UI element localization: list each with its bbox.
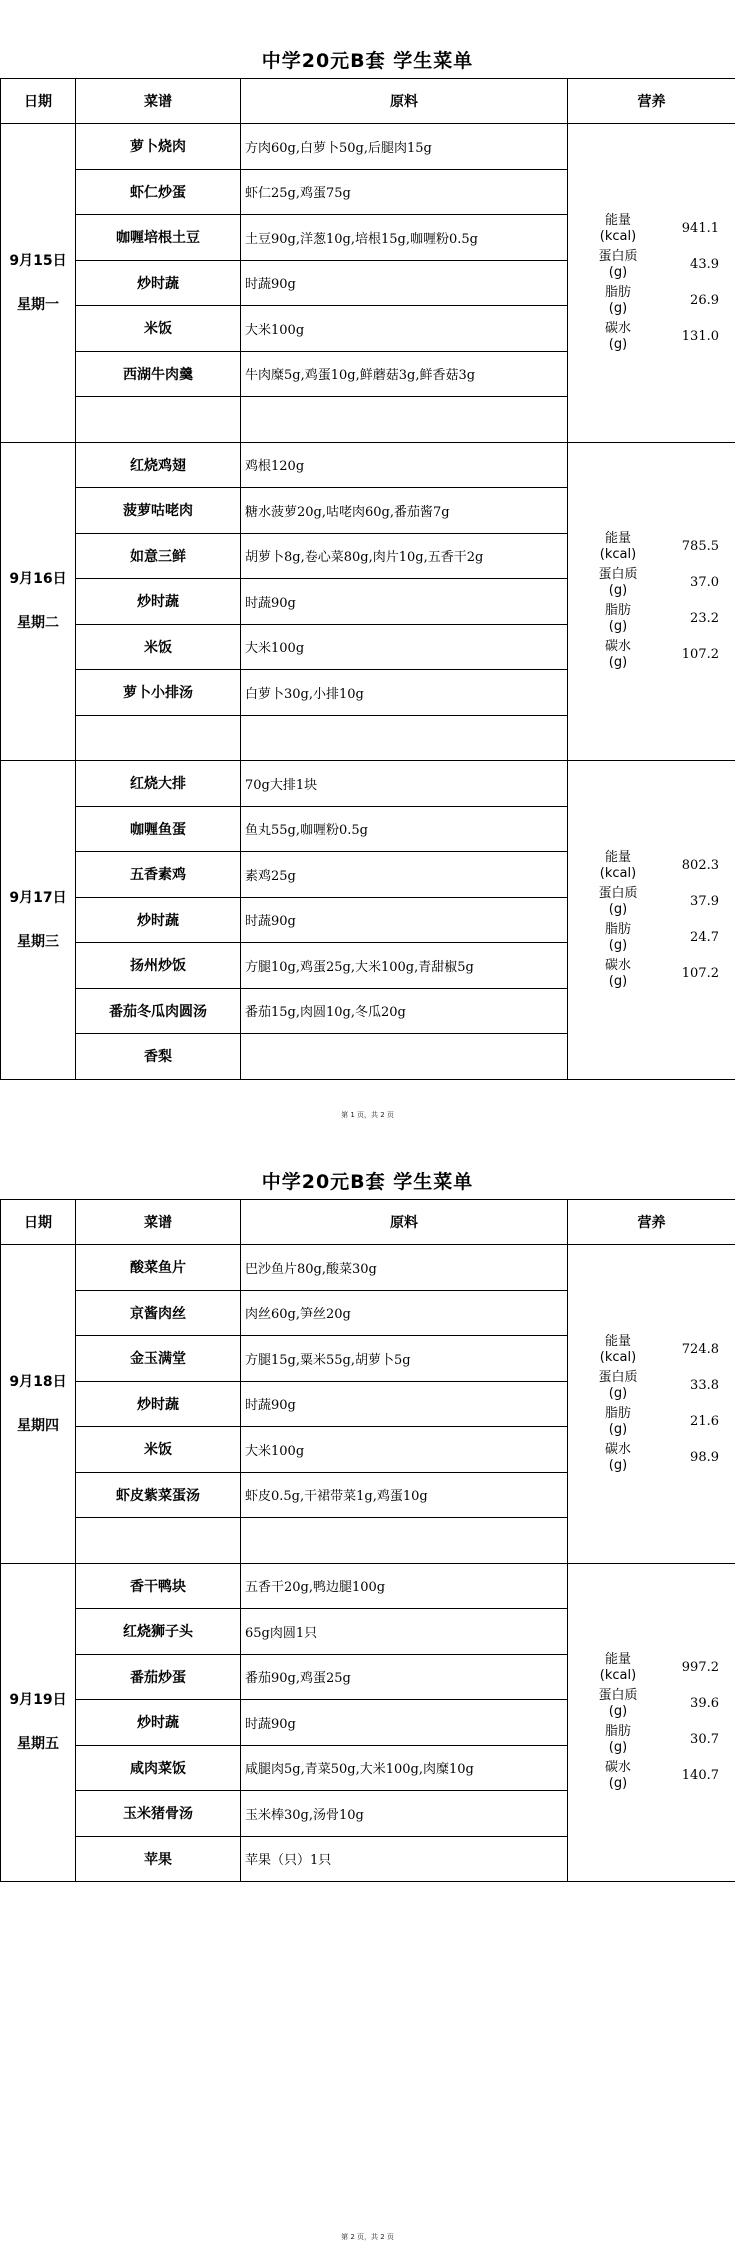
nutrition-label-line: (g) [608,619,628,635]
dish-name [76,397,241,443]
dish-ingredients: 时蔬90g [241,897,568,943]
dish-name: 米饭 [76,306,241,352]
dish-name: 炒时蔬 [76,1381,241,1427]
nutrition-label-line: (g) [608,1704,628,1720]
nutrition-cell [568,1563,735,1882]
day-weekday: 星期二 [17,615,59,632]
dish-name: 京酱肉丝 [76,1290,241,1336]
page-1-footer: 第 1 页，共 2 页 [341,1111,394,1119]
nutrition-cell [568,1245,735,1564]
page-2-title: 中学20元B套 学生菜单 [261,1171,474,1193]
dish-name: 炒时蔬 [76,579,241,625]
dish-ingredients: 苹果（只）1只 [241,1836,568,1882]
dish-ingredients: 素鸡25g [241,852,568,898]
nutrition-value-energy: 941.1 [681,220,719,236]
dish-name: 酸菜鱼片 [76,1245,241,1291]
dish-name: 咸肉菜饭 [76,1745,241,1791]
date-cell [1,124,76,443]
day-date: 9月19日 [9,1692,67,1709]
dish-ingredients: 大米100g [241,624,568,670]
header-date: 日期 [1,79,76,124]
nutrition-label-line: 脂肪 [604,603,631,619]
nutrition-label-energy [588,1652,648,1684]
nutrition-label-line: (g) [608,1421,628,1437]
dish-ingredients: 肉丝60g,笋丝20g [241,1290,568,1336]
dish-name: 炒时蔬 [76,260,241,306]
nutrition-value-carbs: 131.0 [681,328,719,344]
nutrition-label-line: 碳水 [604,1760,631,1776]
nutrition-value-protein: 43.9 [690,256,719,272]
nutrition-label-line: 蛋白质 [598,248,638,264]
nutrition-label-line: 蛋白质 [598,885,638,901]
nutrition-cell [568,124,735,443]
nutrition-value-carbs: 98.9 [690,1449,719,1465]
nutrition-label-fat [588,922,648,954]
dish-name: 咖喱鱼蛋 [76,806,241,852]
page-2-menu-table [0,1199,735,1882]
nutrition-value-fat: 30.7 [690,1732,719,1748]
nutrition-label-line: (kcal) [599,1349,637,1365]
day-weekday: 星期三 [17,933,59,950]
dish-ingredients: 土豆90g,洋葱10g,培根15g,咖喱粉0.5g [241,215,568,261]
nutrition-label-line: 脂肪 [604,1724,631,1740]
dish-name: 红烧鸡翅 [76,442,241,488]
dish-ingredients: 巴沙鱼片80g,酸菜30g [241,1245,568,1291]
nutrition-label-fat [588,1724,648,1756]
dish-name: 香干鸭块 [76,1563,241,1609]
dish-name: 咖喱培根土豆 [76,215,241,261]
dish-name: 米饭 [76,1427,241,1473]
nutrition-label-energy [588,531,648,563]
dish-ingredients: 玉米棒30g,汤骨10g [241,1791,568,1837]
header-dish: 菜谱 [76,79,241,124]
dish-name: 米饭 [76,624,241,670]
nutrition-value-protein: 37.0 [690,575,719,591]
dish-name: 萝卜小排汤 [76,670,241,716]
nutrition-label-protein [588,567,648,599]
dish-ingredients: 胡萝卜8g,卷心菜80g,肉片10g,五香干2g [241,533,568,579]
nutrition-label-line: 能量 [604,212,631,228]
nutrition-label-fat [588,285,648,317]
nutrition-label-line: 蛋白质 [598,567,638,583]
nutrition-label-energy [588,1334,648,1366]
dish-name: 苹果 [76,1836,241,1882]
dish-name: 炒时蔬 [76,1700,241,1746]
dish-name: 番茄冬瓜肉圆汤 [76,988,241,1034]
dish-name: 玉米猪骨汤 [76,1791,241,1837]
dish-ingredients: 时蔬90g [241,1381,568,1427]
dish-ingredients: 番茄15g,肉圆10g,冬瓜20g [241,988,568,1034]
dish-ingredients: 大米100g [241,1427,568,1473]
dish-ingredients: 番茄90g,鸡蛋25g [241,1654,568,1700]
dish-name: 五香素鸡 [76,852,241,898]
nutrition-label-line: 能量 [604,1333,631,1349]
dish-name: 如意三鲜 [76,533,241,579]
nutrition-label-line: (g) [608,655,628,671]
nutrition-value-fat: 26.9 [690,292,719,308]
nutrition-label-carbs [588,1442,648,1474]
dish-ingredients: 白萝卜30g,小排10g [241,670,568,716]
nutrition-label-line: 蛋白质 [598,1369,638,1385]
nutrition-label-line: 能量 [604,531,631,547]
nutrition-label-line: (g) [608,1457,628,1473]
nutrition-label-line: (kcal) [599,865,637,881]
date-cell [1,442,76,761]
dish-name [76,1518,241,1564]
nutrition-label-line: (g) [608,1385,628,1401]
nutrition-label-line: 蛋白质 [598,1688,638,1704]
page-2-footer: 第 2 页，共 2 页 [341,2233,394,2241]
dish-ingredients: 方肉60g,白萝卜50g,后腿肉15g [241,124,568,170]
day-weekday: 星期四 [17,1417,59,1434]
dish-ingredients: 时蔬90g [241,260,568,306]
dish-name: 炒时蔬 [76,897,241,943]
nutrition-value-energy: 785.5 [681,539,719,555]
header-nutrition: 营养 [568,79,735,124]
dish-ingredients: 70g大排1块 [241,761,568,807]
nutrition-label-line: 能量 [604,849,631,865]
dish-ingredients: 牛肉糜5g,鸡蛋10g,鲜蘑菇3g,鲜香菇3g [241,351,568,397]
dish-ingredients: 鱼丸55g,咖喱粉0.5g [241,806,568,852]
dish-ingredients: 方腿10g,鸡蛋25g,大米100g,青甜椒5g [241,943,568,989]
dish-name [76,715,241,761]
dish-ingredients [241,1518,568,1564]
dish-ingredients: 五香干20g,鸭边腿100g [241,1563,568,1609]
nutrition-label-line: (g) [608,1776,628,1792]
dish-ingredients: 大米100g [241,306,568,352]
dish-name: 金玉满堂 [76,1336,241,1382]
header-nutrition: 营养 [568,1200,735,1245]
nutrition-cell [568,442,735,761]
dish-name: 菠萝咕咾肉 [76,488,241,534]
nutrition-value-fat: 21.6 [690,1413,719,1429]
nutrition-value-energy: 802.3 [681,857,719,873]
nutrition-label-line: 碳水 [604,320,631,336]
nutrition-label-line: (g) [608,1740,628,1756]
dish-name: 红烧狮子头 [76,1609,241,1655]
dish-ingredients: 咸腿肉5g,青菜50g,大米100g,肉糜10g [241,1745,568,1791]
nutrition-label-line: (kcal) [599,547,637,563]
nutrition-label-line: 脂肪 [604,1405,631,1421]
nutrition-label-line: 脂肪 [604,921,631,937]
dish-name: 西湖牛肉羹 [76,351,241,397]
nutrition-value-fat: 24.7 [690,929,719,945]
table-row [1,1245,735,1291]
nutrition-label-line: 碳水 [604,1441,631,1457]
day-weekday: 星期五 [17,1736,59,1753]
nutrition-label-line: 能量 [604,1652,631,1668]
dish-ingredients: 虾仁25g,鸡蛋75g [241,169,568,215]
nutrition-label-line: (kcal) [599,228,637,244]
day-date: 9月16日 [9,571,67,588]
dish-ingredients [241,397,568,443]
page-1-title: 中学20元B套 学生菜单 [261,50,474,72]
nutrition-value-energy: 997.2 [681,1660,719,1676]
nutrition-label-carbs [588,1760,648,1792]
day-date: 9月18日 [9,1373,67,1390]
dish-name: 香梨 [76,1034,241,1080]
header-ingredients: 原料 [241,79,568,124]
nutrition-label-carbs [588,321,648,353]
dish-ingredients: 时蔬90g [241,1700,568,1746]
nutrition-label-line: (g) [608,901,628,917]
nutrition-value-carbs: 140.7 [681,1768,719,1784]
nutrition-label-line: 脂肪 [604,284,631,300]
nutrition-label-protein [588,1370,648,1402]
nutrition-label-energy [588,850,648,882]
nutrition-label-line: (g) [608,583,628,599]
nutrition-label-line: (g) [608,937,628,953]
table-row [1,761,735,807]
nutrition-value-protein: 37.9 [690,893,719,909]
nutrition-label-line: 碳水 [604,639,631,655]
nutrition-value-protein: 33.8 [690,1377,719,1393]
dish-ingredients [241,715,568,761]
nutrition-label-line: (g) [608,300,628,316]
nutrition-label-protein [588,1688,648,1720]
nutrition-label-fat [588,1406,648,1438]
dish-name: 扬州炒饭 [76,943,241,989]
date-cell [1,1245,76,1564]
dish-name: 虾仁炒蛋 [76,169,241,215]
nutrition-label-line: (g) [608,973,628,989]
nutrition-label-line: 碳水 [604,957,631,973]
dish-ingredients: 65g肉圆1只 [241,1609,568,1655]
dish-name: 虾皮紫菜蛋汤 [76,1472,241,1518]
page-1-menu-table [0,78,735,1080]
dish-ingredients: 鸡根120g [241,442,568,488]
dish-name: 萝卜烧肉 [76,124,241,170]
header-dish: 菜谱 [76,1200,241,1245]
dish-name: 番茄炒蛋 [76,1654,241,1700]
nutrition-label-protein [588,249,648,281]
table-row [1,1563,735,1609]
header-ingredients: 原料 [241,1200,568,1245]
header-date: 日期 [1,1200,76,1245]
nutrition-value-fat: 23.2 [690,611,719,627]
date-cell [1,761,76,1080]
nutrition-label-line: (g) [608,336,628,352]
dish-ingredients: 虾皮0.5g,干裙带菜1g,鸡蛋10g [241,1472,568,1518]
day-weekday: 星期一 [17,296,59,313]
nutrition-label-carbs [588,958,648,990]
date-cell [1,1563,76,1882]
dish-name: 红烧大排 [76,761,241,807]
nutrition-label-energy [588,213,648,245]
nutrition-value-protein: 39.6 [690,1696,719,1712]
nutrition-value-carbs: 107.2 [681,965,719,981]
nutrition-label-fat [588,603,648,635]
nutrition-label-carbs [588,639,648,671]
nutrition-label-line: (g) [608,264,628,280]
dish-ingredients: 方腿15g,粟米55g,胡萝卜5g [241,1336,568,1382]
day-date: 9月17日 [9,889,67,906]
dish-ingredients: 糖水菠萝20g,咕咾肉60g,番茄酱7g [241,488,568,534]
table-row [1,124,735,170]
nutrition-label-protein [588,886,648,918]
nutrition-value-carbs: 107.2 [681,647,719,663]
table-row [1,442,735,488]
dish-ingredients [241,1034,568,1080]
nutrition-label-line: (kcal) [599,1668,637,1684]
nutrition-value-energy: 724.8 [681,1341,719,1357]
nutrition-cell [568,761,735,1080]
day-date: 9月15日 [9,252,67,269]
dish-ingredients: 时蔬90g [241,579,568,625]
